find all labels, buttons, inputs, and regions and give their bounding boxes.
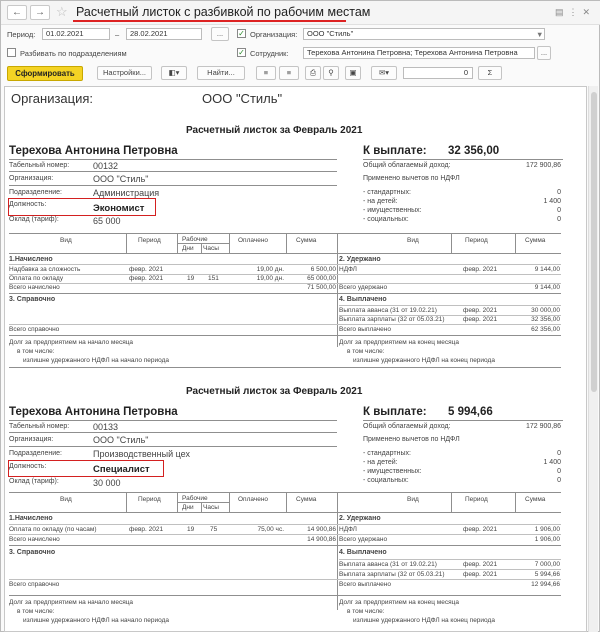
- org-value: ООО "Стиль": [93, 435, 149, 445]
- tab-no-label: Табельный номер:: [9, 423, 70, 430]
- dept-value: Производственный цех: [93, 449, 190, 459]
- dept-value: Администрация: [93, 188, 160, 198]
- withheld-total: 9 144,00: [534, 284, 560, 291]
- table-row: Надбавка за сложность: [9, 266, 81, 273]
- table-cell: февр. 2021: [463, 571, 498, 578]
- table-cell: февр. 2021: [129, 266, 164, 273]
- col-sep: [515, 492, 516, 512]
- col-sep: [337, 233, 338, 347]
- col-kind: Вид: [60, 496, 72, 503]
- table-row: Оплата по окладу: [9, 275, 64, 282]
- payslip-title: Расчетный листок за Февраль 2021: [186, 386, 363, 397]
- to-pay-value: 5 994,66: [448, 406, 493, 418]
- split-label: Разбивать по подразделениям: [20, 49, 127, 58]
- table-line: [9, 367, 561, 368]
- table-cell: 75,00 чс.: [257, 526, 284, 533]
- preview-icon[interactable]: ⚲: [323, 66, 339, 80]
- table-cell: февр. 2021: [463, 316, 498, 323]
- col-period: Период: [138, 237, 161, 244]
- income-value: 172 900,86: [525, 162, 561, 169]
- divider: [9, 171, 337, 172]
- table-line: [9, 524, 561, 525]
- table-row: Выплата аванса (31 от 19.02.21): [339, 561, 437, 568]
- table-line: [9, 293, 561, 294]
- close-icon[interactable]: ✕: [582, 7, 595, 17]
- scrollbar-thumb[interactable]: [591, 92, 597, 392]
- divider: [9, 432, 337, 433]
- divider: [9, 420, 337, 421]
- divider: [9, 185, 337, 186]
- excess-ndfl-label: излишне удержанного НДФЛ на начало периода: [23, 357, 170, 364]
- reference-total-label: Всего справочно: [9, 581, 60, 588]
- table-line: [9, 264, 561, 265]
- ded-soc-value: 0: [557, 216, 561, 223]
- table-cell: февр. 2021: [463, 526, 498, 533]
- org-value: ООО "Стиль": [93, 174, 149, 184]
- title-bar: [1, 1, 600, 25]
- ded-std-label: - стандартных:: [363, 189, 411, 196]
- table-line: [9, 492, 561, 493]
- organization-label: Организация:: [250, 30, 298, 39]
- debt-end-label: Долг за предприятием на конец месяца: [339, 599, 459, 606]
- split-checkbox[interactable]: [7, 48, 16, 57]
- ded-prop-label: - имущественных:: [363, 207, 422, 214]
- table-row: Выплата аванса (31 от 19.02.21): [339, 307, 437, 314]
- table-cell: 75: [210, 526, 218, 533]
- paid-total: 12 994,66: [531, 581, 560, 588]
- debt-start-label: Долг за предприятием на начало месяца: [9, 339, 134, 346]
- debt-end-label: Долг за предприятием на конец месяца: [339, 339, 459, 346]
- col-days: Дни: [182, 245, 194, 252]
- col-sep: [126, 233, 127, 253]
- variants-icon[interactable]: ◧▾: [161, 66, 187, 80]
- col-sep: [177, 233, 178, 253]
- ded-child-value: 1 400: [543, 198, 561, 205]
- dept-label: Подразделение:: [9, 450, 62, 457]
- period-from-input[interactable]: 01.02.2021: [42, 28, 110, 40]
- org-label: Организация:: [9, 436, 54, 443]
- collapse-icon[interactable]: ≡: [279, 66, 299, 80]
- table-cell: 19: [187, 526, 195, 533]
- col-sum: Сумма: [296, 237, 317, 244]
- col-working: Рабочие: [182, 495, 208, 502]
- settings-button[interactable]: Настройки...: [97, 66, 152, 80]
- col-days: Дни: [182, 504, 194, 511]
- table-line: [177, 502, 229, 503]
- table-row: Оплата по окладу (по часам): [9, 526, 97, 533]
- col-sep: [229, 492, 230, 512]
- table-cell: 19: [187, 275, 195, 282]
- table-line: [9, 274, 561, 275]
- table-line: [9, 534, 561, 535]
- employee-picker-button[interactable]: ...: [537, 46, 551, 60]
- period-label: Период:: [7, 30, 36, 39]
- employee-select[interactable]: Терехова Антонина Петровна; Терехова Антонина Петровна: [303, 47, 535, 59]
- debt-start-label: Долг за предприятием на начало месяца: [9, 599, 134, 606]
- income-label: Общий облагаемый доход:: [363, 162, 451, 169]
- generate-button[interactable]: Сформировать: [7, 66, 83, 81]
- ded-child-label: - на детей:: [363, 459, 398, 466]
- table-line: [9, 512, 561, 513]
- period-picker-button[interactable]: ...: [211, 27, 229, 41]
- divider: [9, 159, 337, 160]
- salary-label: Оклад (тариф):: [9, 478, 59, 485]
- col-sep: [201, 502, 202, 512]
- to-pay-label: К выплате:: [363, 406, 427, 418]
- paid-total: 62 356,00: [531, 326, 560, 333]
- org-header-name: ООО "Стиль": [202, 91, 283, 106]
- period-to-input[interactable]: 28.02.2021: [126, 28, 202, 40]
- incl-label: в том числе:: [17, 608, 55, 615]
- payslip-title: Расчетный листок за Февраль 2021: [186, 125, 363, 136]
- col-sep: [229, 233, 230, 253]
- table-row: НДФЛ: [339, 526, 357, 533]
- section-withheld: 2. Удержано: [339, 515, 381, 522]
- col-hours: Часы: [203, 504, 219, 511]
- table-row: Выплата зарплаты (32 от 05.03.21): [339, 571, 445, 578]
- table-cell: 14 900,86: [307, 526, 336, 533]
- paid-total-label: Всего выплачено: [339, 326, 391, 333]
- col-sep: [451, 233, 452, 253]
- withheld-total: 1 906,00: [534, 536, 560, 543]
- section-reference: 3. Справочно: [9, 296, 56, 303]
- col-sep: [337, 492, 338, 610]
- find-button[interactable]: Найти...: [197, 66, 245, 80]
- forward-button[interactable]: →: [30, 5, 50, 20]
- table-line: [339, 559, 561, 560]
- divider: [363, 159, 563, 160]
- table-cell: 1 906,00: [534, 526, 560, 533]
- table-line: [9, 335, 561, 336]
- table-cell: 32 356,00: [531, 316, 560, 323]
- col-sep: [177, 492, 178, 512]
- position-label: Должность:: [9, 201, 47, 208]
- table-cell: 19,00 дн.: [256, 275, 284, 282]
- report-document: [4, 86, 587, 632]
- divider: [363, 420, 563, 421]
- organization-select[interactable]: ООО "Стиль": [303, 28, 545, 40]
- table-line: [9, 595, 561, 596]
- employee-label: Сотрудник:: [250, 49, 289, 58]
- col-period-right: Период: [465, 496, 488, 503]
- table-cell: февр. 2021: [463, 266, 498, 273]
- favorite-star-icon[interactable]: ☆: [56, 4, 68, 19]
- deductions-label: Применено вычетов по НДФЛ: [363, 436, 460, 443]
- position-label: Должность:: [9, 463, 47, 470]
- dept-label: Подразделение:: [9, 189, 62, 196]
- table-row: НДФЛ: [339, 266, 357, 273]
- ded-soc-label: - социальных:: [363, 216, 409, 223]
- table-line: [9, 545, 561, 546]
- position-value: Специалист: [93, 464, 150, 475]
- ded-std-label: - стандартных:: [363, 450, 411, 457]
- table-line: [177, 243, 229, 244]
- ded-prop-value: 0: [557, 468, 561, 475]
- tab-no-label: Табельный номер:: [9, 162, 70, 169]
- col-sep: [515, 233, 516, 253]
- deductions-label: Применено вычетов по НДФЛ: [363, 175, 460, 182]
- ded-prop-value: 0: [557, 207, 561, 214]
- table-cell: февр. 2021: [463, 561, 498, 568]
- section-accrued: 1.Начислено: [9, 515, 53, 522]
- employee-name: Терехова Антонина Петровна: [9, 406, 178, 418]
- table-line: [9, 324, 561, 325]
- table-cell: февр. 2021: [463, 307, 498, 314]
- income-label: Общий облагаемый доход:: [363, 423, 451, 430]
- table-line: [339, 305, 561, 306]
- accrued-total: 71 500,00: [307, 284, 336, 291]
- position-highlight: [8, 198, 156, 216]
- excess-ndfl-label: излишне удержанного НДФЛ на начало периода: [23, 617, 170, 624]
- employee-checkbox[interactable]: ✓: [238, 48, 245, 57]
- print-icon[interactable]: ⎙: [305, 66, 321, 80]
- incl-label: в том числе:: [347, 348, 385, 355]
- col-sum: Сумма: [296, 496, 317, 503]
- vertical-scrollbar[interactable]: [588, 86, 598, 632]
- reference-total-label: Всего справочно: [9, 326, 60, 333]
- ded-soc-label: - социальных:: [363, 477, 409, 484]
- ded-prop-label: - имущественных:: [363, 468, 422, 475]
- col-period-right: Период: [465, 237, 488, 244]
- window-controls[interactable]: [555, 7, 595, 18]
- income-value: 172 900,86: [525, 423, 561, 430]
- table-row: Выплата зарплаты (32 от 05.03.21): [339, 316, 445, 323]
- table-cell: 65 000,00: [307, 275, 336, 282]
- back-button[interactable]: ←: [7, 5, 27, 20]
- excess-ndfl-end-label: излишне удержанного НДФЛ на конец периода: [353, 617, 495, 624]
- expand-icon[interactable]: ≡: [256, 66, 276, 80]
- col-sep: [126, 492, 127, 512]
- table-cell: 5 994,66: [534, 571, 560, 578]
- divider: [9, 446, 337, 447]
- position-value: Экономист: [93, 203, 145, 214]
- link-icon[interactable]: ▤: [554, 7, 569, 17]
- org-label: Организация:: [9, 175, 54, 182]
- table-cell: 7 000,00: [534, 561, 560, 568]
- col-paid: Оплачено: [238, 496, 269, 503]
- col-sep: [286, 233, 287, 253]
- col-kind-right: Вид: [407, 496, 419, 503]
- table-line: [9, 283, 561, 284]
- withheld-total-label: Всего удержано: [339, 284, 388, 291]
- table-line: [339, 569, 561, 570]
- withheld-total-label: Всего удержано: [339, 536, 388, 543]
- salary-value: 65 000: [93, 216, 121, 226]
- incl-label: в том числе:: [17, 348, 55, 355]
- more-icon[interactable]: ⋮: [568, 7, 583, 17]
- accrued-total-label: Всего начислено: [9, 284, 60, 291]
- col-working: Рабочие: [182, 236, 208, 243]
- table-line: [9, 579, 561, 580]
- ded-child-label: - на детей:: [363, 198, 398, 205]
- sum-icon[interactable]: Σ: [478, 66, 502, 80]
- section-reference: 3. Справочно: [9, 549, 56, 556]
- ded-std-value: 0: [557, 450, 561, 457]
- table-cell: 9 144,00: [534, 266, 560, 273]
- org-header-label: Организация:: [11, 91, 94, 106]
- col-paid: Оплачено: [238, 237, 269, 244]
- table-cell: 19,00 дн.: [256, 266, 284, 273]
- table-line: [9, 253, 561, 254]
- mail-icon[interactable]: ✉▾: [371, 66, 397, 80]
- paid-total-label: Всего выплачено: [339, 581, 391, 588]
- save-icon[interactable]: ▣: [345, 66, 361, 80]
- to-pay-label: К выплате:: [363, 145, 427, 157]
- table-cell: февр. 2021: [129, 526, 164, 533]
- col-sep: [286, 492, 287, 512]
- title-underline: [73, 20, 346, 22]
- chevron-down-icon[interactable]: ▼: [536, 30, 544, 39]
- col-sep: [201, 243, 202, 253]
- incl-label: в том числе:: [347, 608, 385, 615]
- table-cell: 6 500,00: [310, 266, 336, 273]
- organization-checkbox[interactable]: ✓: [238, 29, 245, 38]
- employee-name: Терехова Антонина Петровна: [9, 145, 178, 157]
- table-cell: 30 000,00: [531, 307, 560, 314]
- period-dash: –: [115, 30, 120, 39]
- accrued-total-label: Всего начислено: [9, 536, 60, 543]
- col-kind-right: Вид: [407, 237, 419, 244]
- section-paid: 4. Выплачено: [339, 549, 387, 556]
- table-line: [9, 233, 561, 234]
- sum-counter-field[interactable]: 0: [403, 67, 473, 79]
- col-kind: Вид: [60, 237, 72, 244]
- tab-no-value: 00132: [93, 161, 119, 171]
- salary-label: Оклад (тариф):: [9, 216, 59, 223]
- col-sum-right: Сумма: [525, 237, 546, 244]
- col-sep: [451, 492, 452, 512]
- col-hours: Часы: [203, 245, 219, 252]
- ded-std-value: 0: [557, 189, 561, 196]
- to-pay-value: 32 356,00: [448, 145, 500, 157]
- section-accrued: 1.Начислено: [9, 256, 53, 263]
- tab-no-value: 00133: [93, 422, 119, 432]
- window-title: Расчетный листок с разбивкой по рабочим местам: [76, 5, 371, 19]
- col-period: Период: [138, 496, 161, 503]
- salary-value: 30 000: [93, 478, 121, 488]
- ded-soc-value: 0: [557, 477, 561, 484]
- col-sum-right: Сумма: [525, 496, 546, 503]
- accrued-total: 14 900,86: [307, 536, 336, 543]
- position-highlight: [8, 460, 164, 477]
- table-cell: 151: [208, 275, 219, 282]
- excess-ndfl-end-label: излишне удержанного НДФЛ на конец периода: [353, 357, 495, 364]
- table-cell: февр. 2021: [129, 275, 164, 282]
- section-paid: 4. Выплачено: [339, 296, 387, 303]
- section-withheld: 2. Удержано: [339, 256, 381, 263]
- ded-child-value: 1 400: [543, 459, 561, 466]
